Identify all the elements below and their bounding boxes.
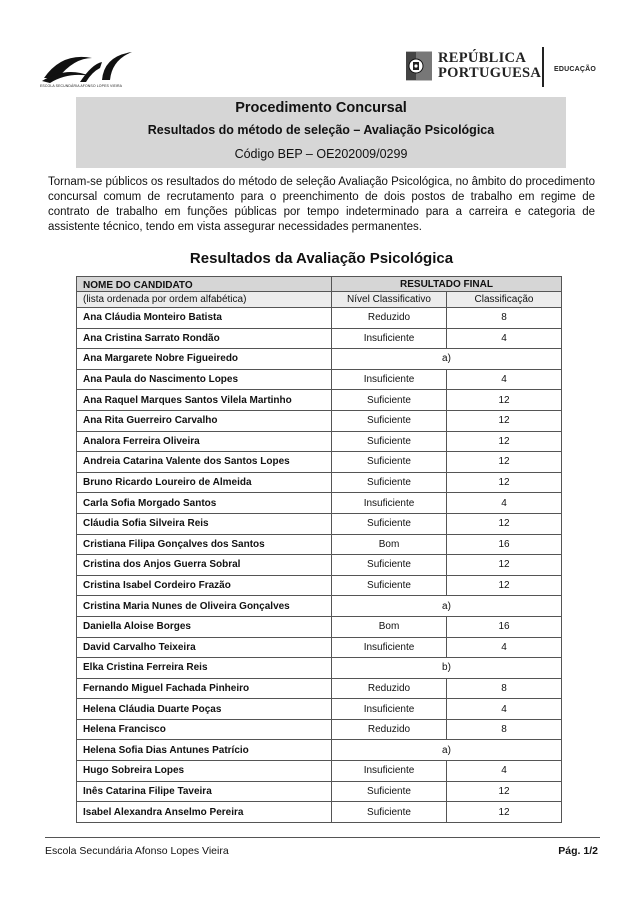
section-title: Resultados da Avaliação Psicológica [189, 250, 454, 267]
classification-score: 8 [447, 678, 562, 699]
classification-score: 12 [447, 575, 562, 596]
classification-score: 12 [447, 802, 562, 823]
classification-score: 4 [447, 493, 562, 514]
header-classification: Classificação [447, 292, 562, 308]
candidate-name: Fernando Miguel Fachada Pinheiro [77, 678, 332, 699]
classification-level: Reduzido [332, 678, 447, 699]
header-divider [542, 47, 544, 87]
school-logo [40, 48, 136, 86]
classification-level: Suficiente [332, 781, 447, 802]
result-note: b) [332, 658, 562, 679]
school-logo-caption: ESCOLA SECUNDÁRIA AFONSO LOPES VIEIRA [40, 84, 123, 88]
classification-level: Suficiente [332, 575, 447, 596]
classification-score: 8 [447, 719, 562, 740]
table-row [77, 616, 562, 637]
footer-school: Escola Secundária Afonso Lopes Vieira [45, 845, 229, 857]
classification-score: 12 [447, 555, 562, 576]
results-table [76, 276, 562, 823]
classification-level: Suficiente [332, 431, 447, 452]
classification-level: Insuficiente [332, 328, 447, 349]
header-candidate-name: NOME DO CANDIDATO [77, 277, 332, 292]
footer-divider [45, 837, 600, 838]
candidate-name: Helena Cláudia Duarte Poças [77, 699, 332, 720]
table-row [77, 658, 562, 679]
candidate-name: Cristina dos Anjos Guerra Sobral [77, 555, 332, 576]
candidate-name: Ana Paula do Nascimento Lopes [77, 369, 332, 390]
candidate-name: Helena Francisco [77, 719, 332, 740]
table-row [77, 431, 562, 452]
republic-line-1: REPÚBLICA [438, 50, 527, 66]
candidate-name: Elka Cristina Ferreira Reis [77, 658, 332, 679]
classification-score: 16 [447, 534, 562, 555]
classification-score: 12 [447, 781, 562, 802]
candidate-name: Cláudia Sofia Silveira Reis [77, 513, 332, 534]
candidate-name: Ana Raquel Marques Santos Vilela Martinho [77, 390, 332, 411]
classification-level: Bom [332, 534, 447, 555]
classification-level: Insuficiente [332, 493, 447, 514]
classification-score: 8 [447, 308, 562, 329]
classification-level: Suficiente [332, 472, 447, 493]
intro-paragraph: Tornam-se públicos os resultados do método de seleção Avaliação Psicológica, no âmbito do procedimento concursal comum de recrutamento para o preenchimento de dois postos de trabalho em regime de contrato de trabalho em funções públicas por tempo indeterminado para a carreira e categoria de assistente técnico, tendo em vista assegurar necessidades permanentes. [48, 176, 595, 233]
table-row [77, 472, 562, 493]
candidate-name: Cristina Maria Nunes de Oliveira Gonçalves [77, 596, 332, 617]
candidate-name: Andreia Catarina Valente dos Santos Lopes [77, 452, 332, 473]
republic-emblem-icon [406, 50, 432, 82]
candidate-name: Cristina Isabel Cordeiro Frazão [77, 575, 332, 596]
table-row [77, 410, 562, 431]
candidate-name: Cristiana Filipa Gonçalves dos Santos [77, 534, 332, 555]
table-row [77, 555, 562, 576]
table-row [77, 308, 562, 329]
header-level: Nível Classificativo [332, 292, 447, 308]
candidate-name: Ana Cláudia Monteiro Batista [77, 308, 332, 329]
candidate-name: Isabel Alexandra Anselmo Pereira [77, 802, 332, 823]
classification-score: 4 [447, 637, 562, 658]
header-candidate-name-sub: (lista ordenada por ordem alfabética) [77, 292, 332, 308]
candidate-name: Analora Ferreira Oliveira [77, 431, 332, 452]
classification-score: 12 [447, 472, 562, 493]
footer-page-number: Pág. 1/2 [558, 845, 598, 857]
table-row [77, 802, 562, 823]
classification-level: Suficiente [332, 452, 447, 473]
title-box [76, 97, 566, 168]
classification-score: 4 [447, 699, 562, 720]
classification-level: Suficiente [332, 555, 447, 576]
republic-line-2: PORTUGUESA [438, 65, 542, 81]
table-row [77, 369, 562, 390]
classification-score: 4 [447, 369, 562, 390]
table-row [77, 637, 562, 658]
header-final-result: RESULTADO FINAL [332, 277, 562, 292]
document-subtitle: Resultados do método de seleção – Avaliação Psicológica [147, 123, 495, 137]
table-row [77, 781, 562, 802]
table-row [77, 596, 562, 617]
page-header [0, 0, 643, 95]
document-code: Código BEP – OE202009/0299 [234, 147, 408, 161]
republic-wordmark [438, 51, 541, 81]
classification-level: Insuficiente [332, 637, 447, 658]
classification-level: Insuficiente [332, 699, 447, 720]
table-row [77, 699, 562, 720]
classification-level: Insuficiente [332, 369, 447, 390]
classification-level: Insuficiente [332, 761, 447, 782]
classification-score: 12 [447, 431, 562, 452]
result-note: a) [332, 596, 562, 617]
candidate-name: Inês Catarina Filipe Taveira [77, 781, 332, 802]
table-row [77, 493, 562, 514]
classification-level: Suficiente [332, 390, 447, 411]
candidate-name: Daniella Aloise Borges [77, 616, 332, 637]
classification-level: Suficiente [332, 513, 447, 534]
document-title: Procedimento Concursal [235, 100, 407, 116]
result-note: a) [332, 740, 562, 761]
candidate-name: Ana Margarete Nobre Figueiredo [77, 349, 332, 370]
candidate-name: Hugo Sobreira Lopes [77, 761, 332, 782]
classification-level: Suficiente [332, 802, 447, 823]
table-row [77, 328, 562, 349]
school-logo-icon [40, 48, 136, 84]
classification-score: 12 [447, 513, 562, 534]
classification-level: Bom [332, 616, 447, 637]
classification-level: Suficiente [332, 410, 447, 431]
classification-level: Reduzido [332, 308, 447, 329]
table-row [77, 390, 562, 411]
candidate-name: Ana Cristina Sarrato Rondão [77, 328, 332, 349]
table-row [77, 534, 562, 555]
table-row [77, 761, 562, 782]
classification-score: 4 [447, 761, 562, 782]
candidate-name: Carla Sofia Morgado Santos [77, 493, 332, 514]
classification-score: 4 [447, 328, 562, 349]
classification-level: Reduzido [332, 719, 447, 740]
classification-score: 12 [447, 390, 562, 411]
table-row [77, 452, 562, 473]
candidate-name: Bruno Ricardo Loureiro de Almeida [77, 472, 332, 493]
table-row [77, 719, 562, 740]
classification-score: 12 [447, 410, 562, 431]
table-row [77, 740, 562, 761]
candidate-name: Ana Rita Guerreiro Carvalho [77, 410, 332, 431]
table-row [77, 678, 562, 699]
candidate-name: Helena Sofia Dias Antunes Patrício [77, 740, 332, 761]
candidate-name: David Carvalho Teixeira [77, 637, 332, 658]
classification-score: 12 [447, 452, 562, 473]
result-note: a) [332, 349, 562, 370]
ministry-label: EDUCAÇÃO [554, 66, 597, 73]
table-row [77, 513, 562, 534]
table-row [77, 575, 562, 596]
table-row [77, 349, 562, 370]
classification-score: 16 [447, 616, 562, 637]
